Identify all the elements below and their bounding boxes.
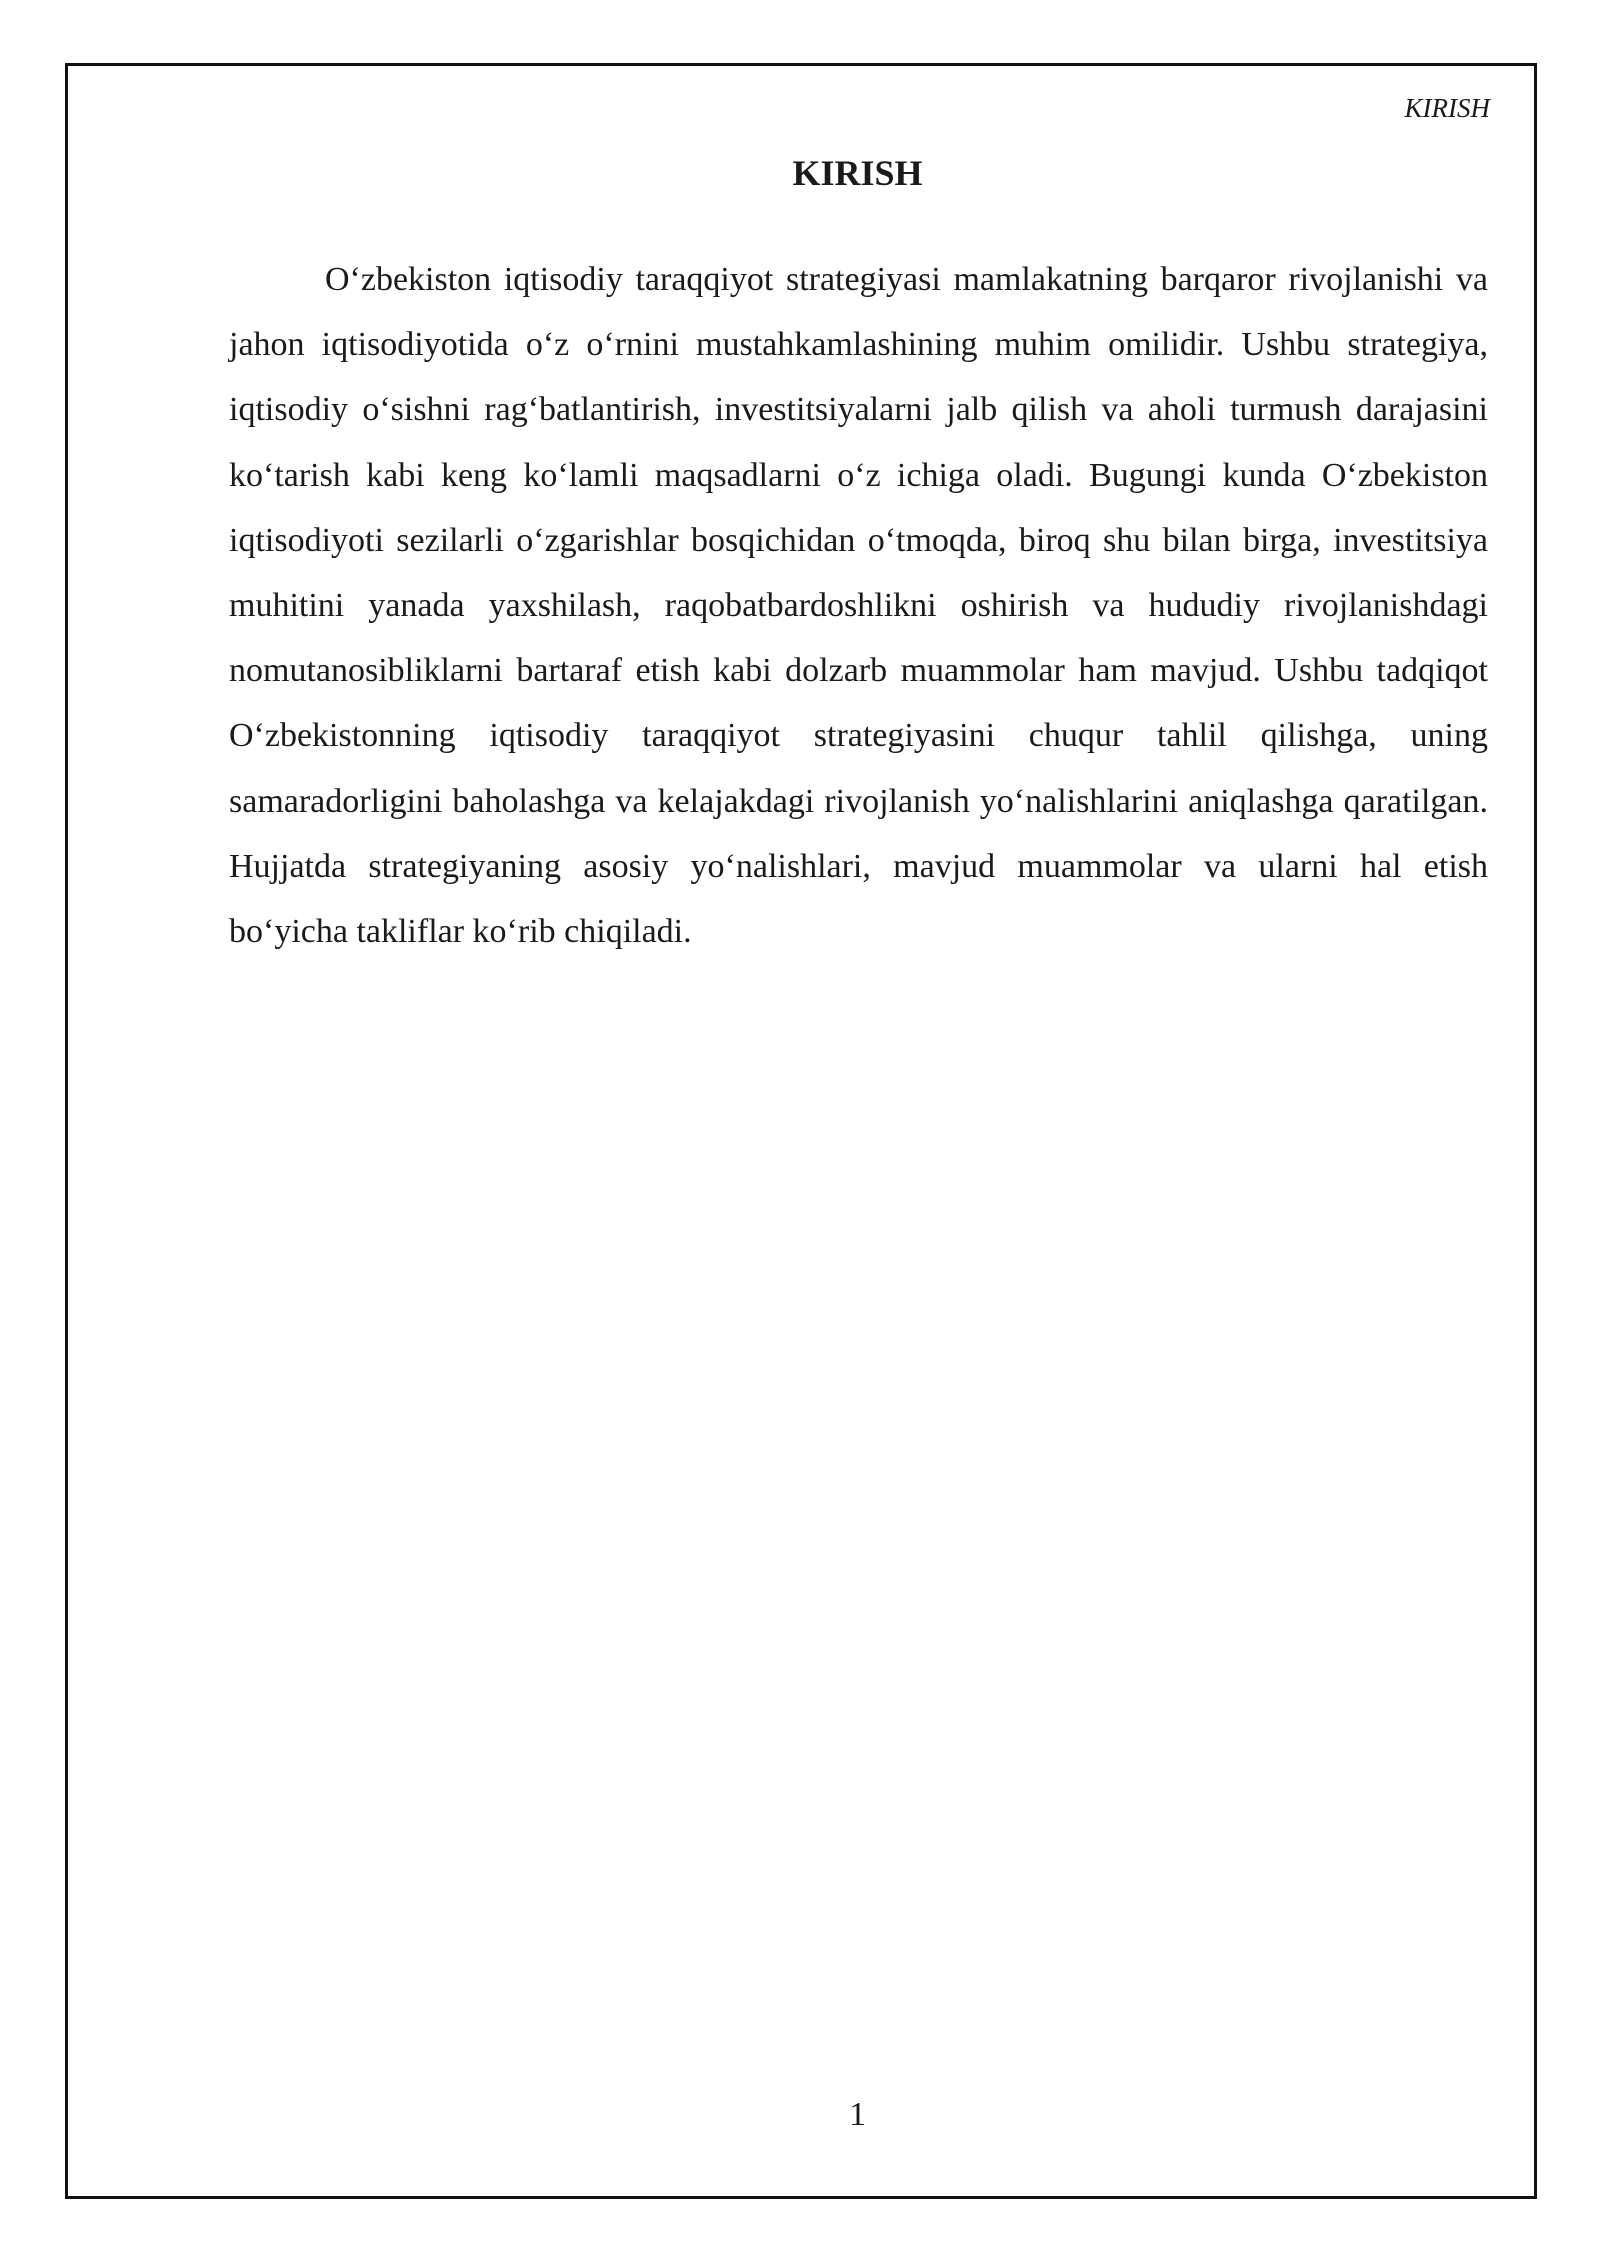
running-header: KIRISH (1404, 93, 1490, 123)
page-number: 1 (849, 2096, 866, 2133)
page-title: KIRISH (792, 153, 923, 193)
body-paragraph: O‘zbekiston iqtisodiy taraqqiyot strategiyasi mamlakatning barqaror rivojlanishi va jahon iqtisodiyotida o‘z o‘rnini mustahkamlashining muhim omilidir. Ushbu strategiya, iqtisodiy o‘sishni rag‘batlantirish, investitsiyalarni jalb qilish va aholi turmush darajasini ko‘tarish kabi keng ko‘lamli maqsadlarni o‘z ichiga oladi. Bugungi kunda O‘zbekiston iqtisodiyoti sezilarli o‘zgarishlar bosqichidan o‘tmoqda, biroq shu bilan birga, investitsiya muhitini yanada yaxshilash, raqobatbardoshlikni oshirish va hududiy rivojlanishdagi nomutanosibliklarni bartaraf etish kabi dolzarb muammolar ham mavjud. Ushbu tadqiqot O‘zbekistonning iqtisodiy taraqqiyot strategiyasini chuqur tahlil qilishga, uning samaradorligini baholashga va kelajakdagi rivojlanish yo‘nalishlarini aniqlashga qaratilgan. Hujjatda strategiyaning asosiy yo‘nalishlari, mavjud muammolar va ularni hal etish bo‘yicha takliflar ko‘rib chiqiladi. (229, 261, 1488, 951)
